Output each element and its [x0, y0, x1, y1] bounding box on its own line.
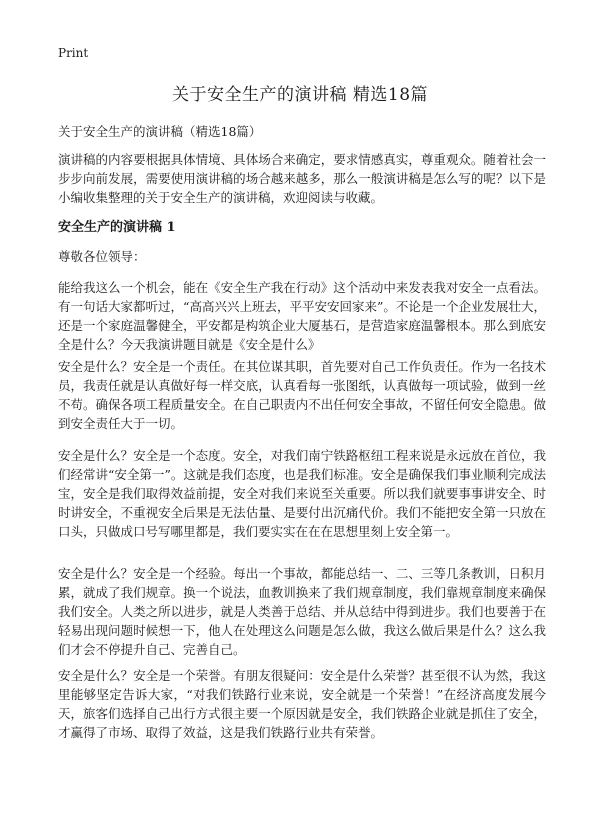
- body-paragraph: 能给我这么一个机会，能在《安全生产我在行动》这个活动中来发表我对安全一点看法。有一句话大家都听过，“高高兴兴上班去，平平安安回家来”。不论是一个企业发展壮大，还是一个家庭温馨健全，平安都是构筑企业大厦基石，是营造家庭温馨根本。那么到底安全是什么？今天我演讲题目就是《安全是什么》: [58, 280, 546, 352]
- body-paragraph: 安全是什么？安全是一个态度。安全，对我们南宁铁路枢纽工程来说是永远放在首位，我们经常讲“安全第一”。这就是我们态度，也是我们标准。安全是确保我们事业顺利完成法宝，安全是我们取得效益前提，安全对我们来说至关重要。所以我们就要事事讲安全、时时讲安全，不重视安全后果是无法估量、是要付出沉痛代价。我们不能把安全第一只放在口头，只做成口号写哪里都是，我们要实实在在在思想里刻上安全第一。: [58, 448, 546, 539]
- body-paragraph: 安全是什么？安全是一个经验。每出一个事故，都能总结一、二、三等几条教训，日积月累，就成了我们规章。换一个说法，血教训换来了我们规章制度，我们靠规章制度来确保我们安全。人类之所以进步，就是人类善于总结、并从总结中得到进步。我们也要善于在轻易出现问题时候想一下，他人在处理这么问题是怎么做，我这么做后果是什么？这么我们才会不停提升自己、完善自己。: [58, 566, 546, 657]
- body-paragraph: 安全是什么？安全是一个责任。在其位谋其职，首先要对自己工作负责任。作为一名技术员，我责任就是认真做好每一样交底，认真看每一张图纸，认真做每一项试验，做到一丝不苟。确保各项工程质量安全。在自己职责内不出任何安全事故，不留任何安全隐患。做到安全责任大于一切。: [58, 359, 546, 431]
- print-link[interactable]: Print: [58, 46, 89, 60]
- document-subtitle: 关于安全生产的演讲稿（精选18篇）: [58, 124, 262, 139]
- body-paragraph: 安全是什么？安全是一个荣誉。有朋友很疑问：安全是什么荣誉？甚至很不认为然，我这里能够坚定告诉大家，“对我们铁路行业来说，安全就是一个荣誉！”在经济高度发展今天，旅客们选择自己出行方式很主要一个原因就是安全，我们铁路企业就是抓住了安全，才赢得了市场、取得了效益，这是我们铁路行业共有荣誉。: [58, 668, 546, 740]
- page-title: 关于安全生产的演讲稿 精选18篇: [171, 85, 429, 105]
- intro-paragraph: 演讲稿的内容要根据具体情境、具体场合来确定，要求情感真实，尊重观众。随着社会一步步向前发展，需要使用演讲稿的场合越来越多，那么一般演讲稿是怎么写的呢？以下是小编收集整理的关于安全生产的演讲稿，欢迎阅读与收藏。: [58, 152, 546, 205]
- section-heading: 安全生产的演讲稿 1: [58, 220, 176, 235]
- greeting: 尊敬各位领导：: [58, 249, 146, 264]
